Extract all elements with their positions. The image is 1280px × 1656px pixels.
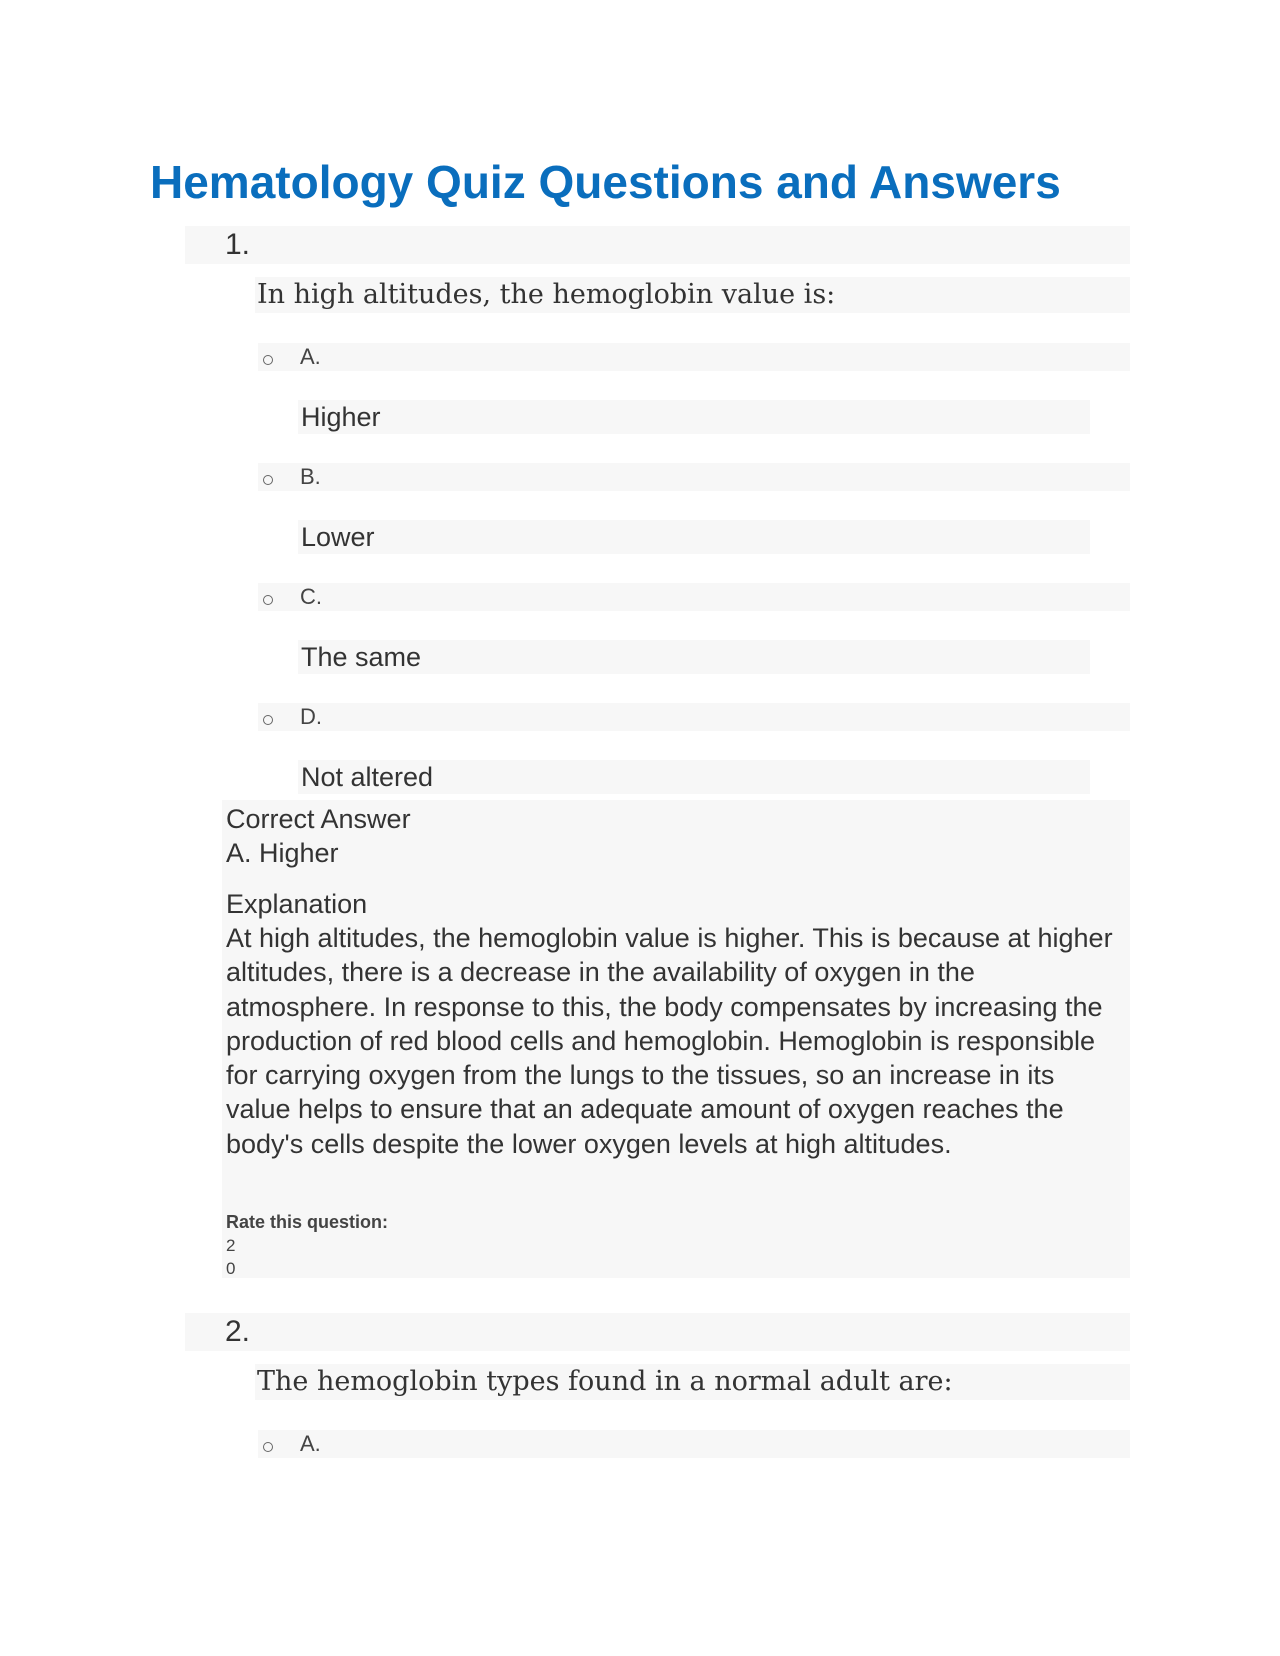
option-text: Not altered bbox=[301, 762, 434, 792]
option-a-text-row[interactable] bbox=[298, 400, 1090, 434]
option-letter: A. bbox=[300, 344, 321, 369]
question-number: 1. bbox=[225, 228, 251, 261]
page-title: Hematology Quiz Questions and Answers bbox=[150, 156, 1061, 208]
option-letter: D. bbox=[300, 704, 322, 729]
option-circle-icon bbox=[263, 715, 273, 725]
option-letter: A. bbox=[300, 1431, 321, 1456]
rate-question-label: Rate this question: bbox=[226, 1212, 389, 1232]
option-text: The same bbox=[301, 642, 422, 672]
option-circle-icon bbox=[263, 595, 273, 605]
question-number-row bbox=[185, 1313, 1130, 1351]
option-b-row[interactable] bbox=[258, 463, 1130, 491]
explanation-text: At high altitudes, the hemoglobin value is higher. This is because at higher altitudes, there is a decrease in the availability of oxygen in the atmosphere. In response to this, the body compensates by increasing the production of red blood cells and hemoglobin. Hemoglobin is responsible for carrying oxygen from the lungs to the tissues, so an increase in its value helps to ensure that an adequate amount of oxygen reaches the body's cells despite the lower oxygen levels at high altitudes. bbox=[226, 923, 1113, 1159]
question-text: The hemoglobin types found in a normal adult are: bbox=[257, 1366, 953, 1397]
option-a-row[interactable] bbox=[258, 343, 1130, 371]
option-c-row[interactable] bbox=[258, 583, 1130, 611]
question-number: 2. bbox=[225, 1315, 251, 1348]
option-a-row[interactable] bbox=[258, 1430, 1130, 1458]
option-letter: C. bbox=[300, 584, 322, 609]
correct-answer-label: Correct Answer bbox=[226, 804, 411, 834]
option-text: Higher bbox=[301, 402, 381, 432]
option-circle-icon bbox=[263, 475, 273, 485]
rate-down-count[interactable]: 0 bbox=[226, 1259, 236, 1278]
option-letter: B. bbox=[300, 464, 321, 489]
option-circle-icon bbox=[263, 355, 273, 365]
explanation-label: Explanation bbox=[226, 889, 368, 919]
question-text: In high altitudes, the hemoglobin value is: bbox=[257, 279, 836, 310]
option-text: Lower bbox=[301, 522, 375, 552]
option-circle-icon bbox=[263, 1442, 273, 1452]
correct-answer-value: A. Higher bbox=[226, 838, 339, 868]
question-number-row bbox=[185, 226, 1130, 264]
option-b-text-row[interactable] bbox=[298, 520, 1090, 554]
option-d-row[interactable] bbox=[258, 703, 1130, 731]
rate-up-count[interactable]: 2 bbox=[226, 1236, 236, 1255]
